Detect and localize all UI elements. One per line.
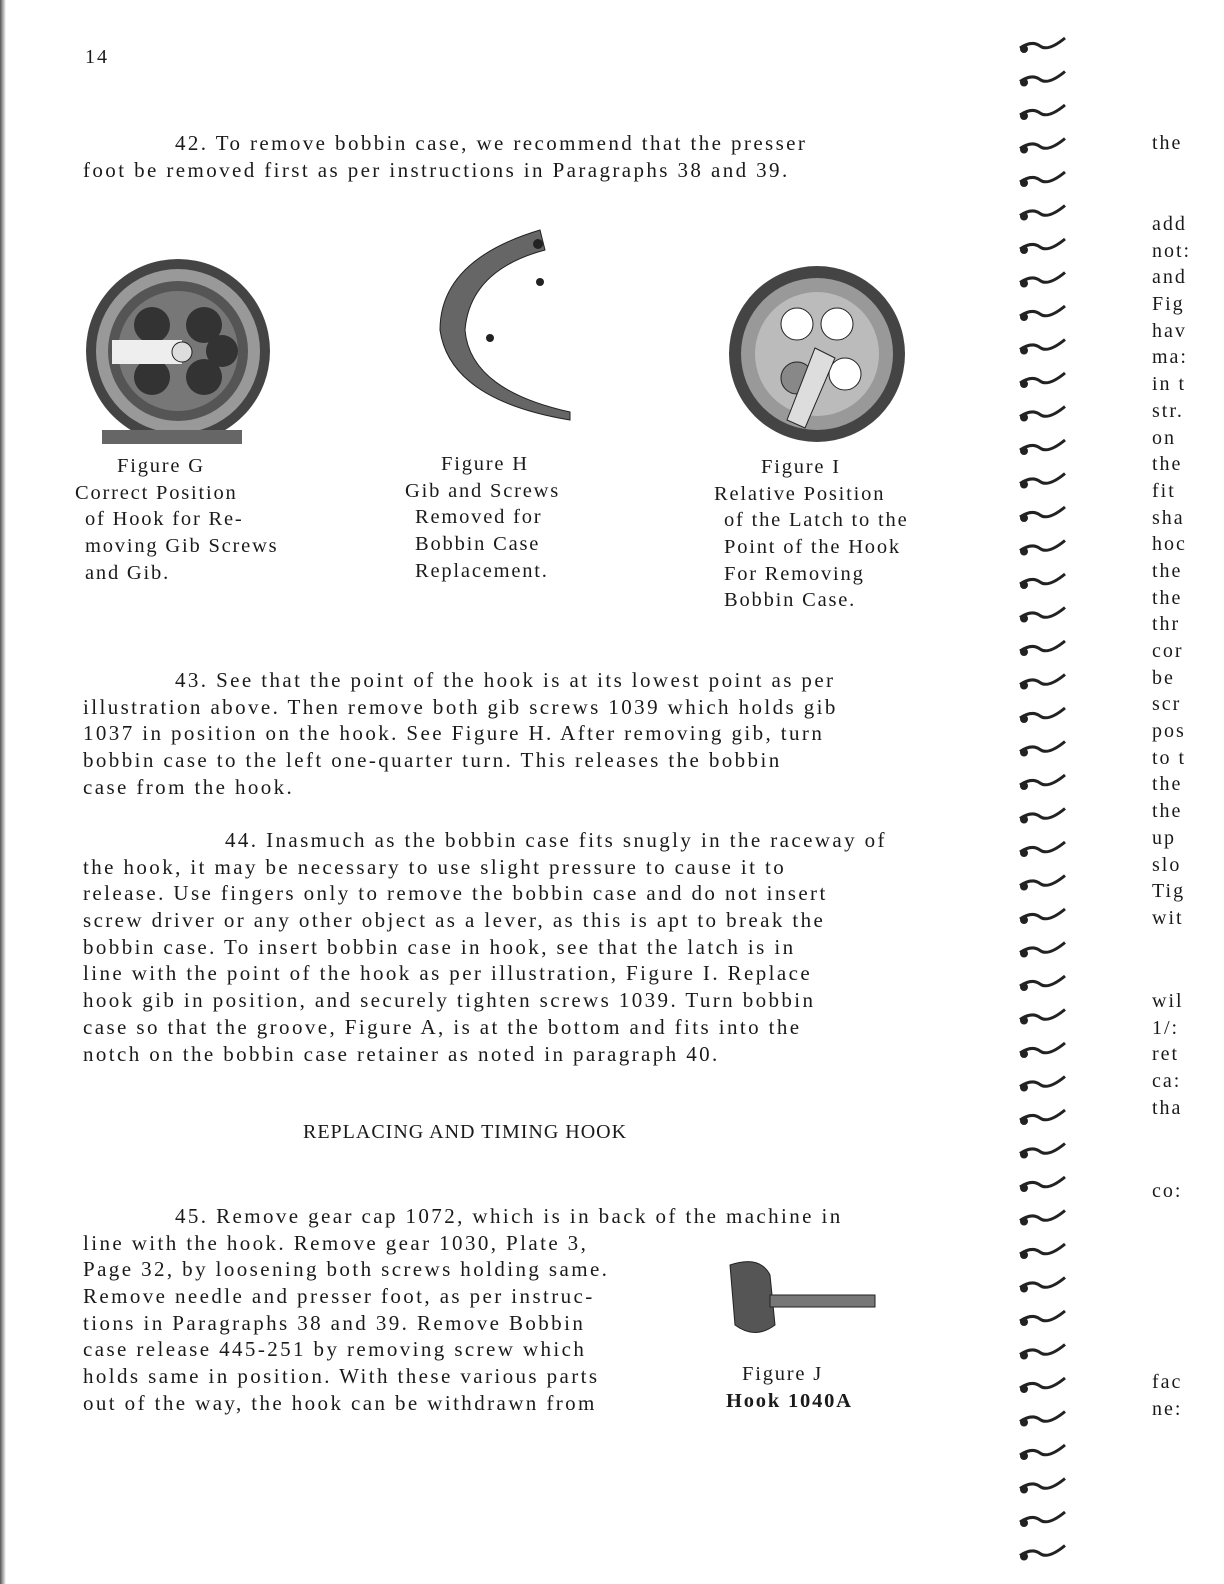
caption-line: Hook 1040A: [726, 1389, 853, 1412]
next-page-fragment: [1152, 1369, 1224, 1422]
spiral-hole: [1020, 1084, 1028, 1092]
spiral-hole: [1020, 414, 1028, 422]
spiral-hole: [1020, 1318, 1028, 1326]
text-line: 45. Remove gear cap 1072, which is in back of the machine in: [175, 1204, 843, 1228]
caption-line: Figure I: [761, 456, 841, 478]
fragment-line: slo: [1152, 853, 1182, 876]
text-line: foot be removed first as per instructions in Paragraphs 38 and 39.: [83, 157, 790, 182]
spiral-hole: [1020, 749, 1028, 757]
spiral-hole: [1020, 715, 1028, 723]
figure-j-caption: [726, 1361, 853, 1414]
text-line: line with the point of the hook as per illustration, Figure I. Replace: [83, 961, 813, 986]
caption-line: Bobbin Case: [415, 533, 541, 556]
spiral-hole: [1020, 179, 1028, 187]
fragment-line: co:: [1152, 1180, 1183, 1202]
fragment-line: the: [1152, 453, 1183, 476]
next-page-fragment: [1152, 988, 1224, 1121]
spiral-hole: [1020, 1519, 1028, 1527]
fragment-line: in t: [1152, 373, 1187, 396]
spiral-hole: [1020, 112, 1028, 120]
text-line: release. Use fingers only to remove the bobbin case and do not insert: [83, 881, 828, 906]
spiral-hole: [1020, 1419, 1028, 1427]
fragment-line: thr: [1152, 613, 1181, 636]
spiral-hole: [1020, 950, 1028, 958]
fragment-line: hoc: [1152, 533, 1187, 556]
next-page-fragment: [1152, 1178, 1224, 1205]
spiral-hole: [1020, 246, 1028, 254]
text-line: line with the hook. Remove gear 1030, Plate 3,: [83, 1230, 589, 1255]
spiral-hole: [1020, 615, 1028, 623]
spiral-hole: [1020, 648, 1028, 656]
spiral-hole: [1020, 1385, 1028, 1393]
spiral-hole: [1020, 1486, 1028, 1494]
figure-i-caption: [714, 454, 908, 614]
spiral-hole: [1020, 548, 1028, 556]
text-line: bobbin case to the left one-quarter turn. This releases the bobbin: [83, 748, 782, 773]
next-page-fragment: [1152, 130, 1224, 157]
spiral-hole: [1020, 1017, 1028, 1025]
fragment-line: fit: [1152, 479, 1176, 502]
spiral-hole: [1020, 916, 1028, 924]
spiral-hole: [1020, 1352, 1028, 1360]
section-heading: REPLACING AND TIMING HOOK: [303, 1121, 628, 1143]
spiral-hole: [1020, 347, 1028, 355]
spiral-hole: [1020, 514, 1028, 522]
spiral-binding: [1010, 20, 1080, 1580]
spiral-hole: [1020, 146, 1028, 154]
caption-line: Removed for: [415, 506, 543, 529]
caption-line: Figure J: [742, 1363, 824, 1385]
fragment-line: ne:: [1152, 1397, 1183, 1420]
spiral-hole: [1020, 883, 1028, 891]
fragment-line: scr: [1152, 693, 1182, 716]
caption-line: of Hook for Re-: [85, 508, 244, 531]
spiral-hole: [1020, 79, 1028, 87]
fragment-line: 1/:: [1152, 1016, 1180, 1039]
next-page-fragment: [1152, 211, 1224, 932]
paragraph-44: [83, 827, 887, 1067]
figure-j-image: [720, 1255, 880, 1345]
text-line: 42. To remove bobbin case, we recommend that the presser: [175, 131, 808, 155]
caption-line: Figure G: [117, 455, 205, 477]
spiral-hole: [1020, 481, 1028, 489]
fragment-line: add: [1152, 213, 1187, 235]
spiral-hole: [1020, 581, 1028, 589]
fragment-line: on: [1152, 426, 1176, 449]
caption-line: Replacement.: [415, 559, 549, 582]
fragment-line: be: [1152, 666, 1175, 689]
text-line: 1037 in position on the hook. See Figure H. After removing gib, turn: [83, 721, 825, 746]
text-line: tions in Paragraphs 38 and 39. Remove Bobbin: [83, 1310, 586, 1335]
fragment-line: and: [1152, 266, 1187, 289]
paragraph-42: [83, 130, 807, 183]
spiral-hole: [1020, 1218, 1028, 1226]
caption-line: Relative Position: [714, 482, 886, 505]
fragment-line: ma:: [1152, 346, 1188, 369]
spiral-hole: [1020, 280, 1028, 288]
fragment-line: to t: [1152, 746, 1187, 769]
figure-g-caption: [75, 453, 278, 586]
spiral-hole: [1020, 1285, 1028, 1293]
figure-g-image: [82, 255, 282, 455]
text-line: case so that the groove, Figure A, is at the bottom and fits into the: [83, 1014, 802, 1039]
fragment-line: Tig: [1152, 880, 1186, 903]
fragment-line: hav: [1152, 319, 1187, 342]
caption-line: of the Latch to the: [724, 509, 909, 532]
caption-line: moving Gib Screws: [85, 535, 279, 558]
text-line: 43. See that the point of the hook is at its lowest point as per: [175, 668, 836, 692]
page-number: 14: [85, 46, 109, 68]
fragment-line: sha: [1152, 506, 1185, 529]
fragment-line: cor: [1152, 640, 1184, 662]
spiral-hole: [1020, 45, 1028, 53]
spiral-hole: [1020, 213, 1028, 221]
fragment-line: the: [1152, 132, 1183, 154]
caption-line: Bobbin Case.: [724, 589, 857, 612]
fragment-line: the: [1152, 586, 1183, 609]
fragment-line: ret: [1152, 1043, 1180, 1066]
text-line: bobbin case. To insert bobbin case in hook, see that the latch is in: [83, 934, 796, 959]
spiral-hole: [1020, 380, 1028, 388]
fragment-line: the: [1152, 800, 1183, 823]
fragment-line: the: [1152, 559, 1183, 582]
page-edge-shadow: [0, 0, 6, 1584]
fragment-line: pos: [1152, 720, 1186, 743]
fragment-line: Fig: [1152, 293, 1185, 316]
text-line: Remove needle and presser foot, as per instruc-: [83, 1284, 595, 1309]
spiral-hole: [1020, 1050, 1028, 1058]
text-line: notch on the bobbin case retainer as noted in paragraph 40.: [83, 1041, 720, 1066]
caption-line: For Removing: [724, 562, 865, 585]
text-line: Page 32, by loosening both screws holding same.: [83, 1257, 610, 1282]
fragment-line: tha: [1152, 1096, 1183, 1119]
fragment-line: str.: [1152, 399, 1184, 422]
text-line: screw driver or any other object as a lever, as this is apt to break the: [83, 908, 826, 933]
spiral-hole: [1020, 782, 1028, 790]
fragment-line: not:: [1152, 239, 1192, 262]
spiral-hole: [1020, 447, 1028, 455]
fragment-line: wit: [1152, 906, 1184, 929]
figure-i-image: [725, 258, 910, 458]
spiral-hole: [1020, 1184, 1028, 1192]
spiral-hole: [1020, 849, 1028, 857]
caption-line: Correct Position: [75, 481, 238, 504]
spiral-hole: [1020, 1553, 1028, 1561]
spiral-hole: [1020, 682, 1028, 690]
spiral-hole: [1020, 1151, 1028, 1159]
caption-line: Point of the Hook: [724, 536, 901, 559]
spiral-hole: [1020, 1452, 1028, 1460]
figure-h-image: [410, 210, 580, 425]
figure-h-caption: [405, 451, 560, 584]
spiral-hole: [1020, 1117, 1028, 1125]
text-line: illustration above. Then remove both gib screws 1039 which holds gib: [83, 694, 838, 719]
text-line: out of the way, the hook can be withdrawn from: [83, 1390, 597, 1415]
spiral-hole: [1020, 1251, 1028, 1259]
text-line: case release 445-251 by removing screw which: [83, 1337, 587, 1362]
text-line: 44. Inasmuch as the bobbin case fits snugly in the raceway of: [225, 828, 887, 852]
caption-line: Figure H: [441, 453, 529, 475]
fragment-line: up: [1152, 826, 1176, 849]
fragment-line: the: [1152, 773, 1183, 796]
text-line: the hook, it may be necessary to use slight pressure to cause it to: [83, 854, 787, 879]
caption-line: Gib and Screws: [405, 479, 561, 502]
caption-line: and Gib.: [85, 561, 170, 584]
spiral-hole: [1020, 313, 1028, 321]
fragment-line: wil: [1152, 990, 1184, 1012]
fragment-line: ca:: [1152, 1070, 1182, 1093]
spiral-hole: [1020, 983, 1028, 991]
fragment-line: fac: [1152, 1371, 1183, 1393]
text-line: case from the hook.: [83, 774, 295, 799]
text-line: hook gib in position, and securely tighten screws 1039. Turn bobbin: [83, 988, 816, 1013]
paragraph-43: [83, 667, 838, 800]
text-line: holds same in position. With these various parts: [83, 1364, 600, 1389]
spiral-hole: [1020, 816, 1028, 824]
